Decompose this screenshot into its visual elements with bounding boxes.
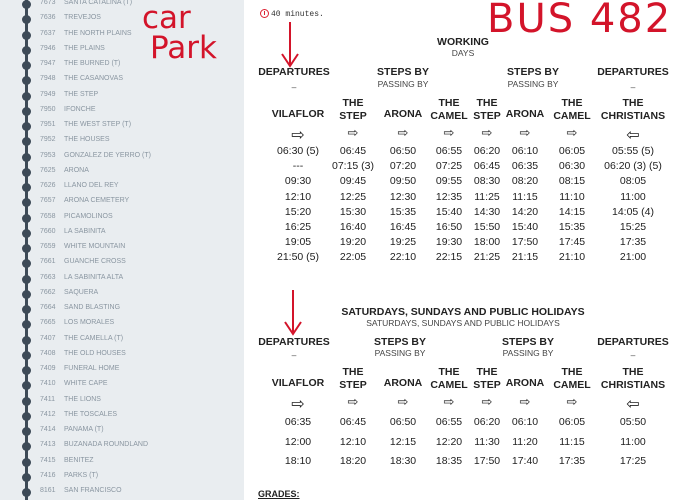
route-stop[interactable] xyxy=(0,210,244,225)
departure-time-cell: 06:35 xyxy=(511,160,539,173)
stop-code: 7416 xyxy=(40,471,56,479)
stop-code: 7948 xyxy=(40,75,56,83)
departure-time-cell: 12:25 xyxy=(339,190,367,203)
stop-name: THE LIONS xyxy=(64,395,101,403)
stop-name: LOS MORALES xyxy=(64,319,115,327)
passing-by-label: PASSING BY xyxy=(507,79,559,89)
stop-column-header: THE xyxy=(438,97,460,109)
departure-time-cell: 15:40 xyxy=(511,221,539,233)
departure-time-cell: 15:30 xyxy=(339,205,367,218)
departure-time-cell: 14:20 xyxy=(511,205,539,218)
stop-dot-icon xyxy=(22,244,31,253)
departure-time-cell: 12:10 xyxy=(339,435,367,448)
departure-time-cell: 06:55 xyxy=(435,145,463,157)
departure-time-cell: 09:50 xyxy=(389,175,417,188)
arrow-right-icon: ⇨ xyxy=(347,394,359,409)
arrow-right-icon: ⇨ xyxy=(443,125,455,140)
passing-by-label: PASSING BY xyxy=(377,79,429,89)
departure-time-cell: 11:15 xyxy=(512,190,538,203)
stop-code: 7415 xyxy=(40,456,56,464)
stop-column-header: VILAFLOR xyxy=(271,108,325,120)
route-stop[interactable] xyxy=(0,225,244,240)
departure-time-cell: 18:35 xyxy=(435,455,463,467)
section-title: WORKING xyxy=(437,36,489,48)
departure-time-cell: 09:30 xyxy=(284,175,312,188)
stop-dot-icon xyxy=(22,61,31,70)
departure-time-cell: 19:20 xyxy=(339,236,367,249)
stop-code: 7411 xyxy=(40,395,56,403)
departure-time-cell: 22:10 xyxy=(389,251,417,264)
stop-name: THE PLAINS xyxy=(64,44,105,52)
departure-time-cell: 18:10 xyxy=(284,455,312,467)
stop-column-header: ARONA xyxy=(505,377,545,389)
stop-dot-icon xyxy=(22,183,31,192)
stop-dot-icon xyxy=(22,92,31,101)
departure-time-cell: 09:45 xyxy=(339,175,367,188)
stop-dot-icon xyxy=(22,275,31,284)
stop-name: SAQUERA xyxy=(64,288,99,296)
stop-dot-icon xyxy=(22,305,31,314)
departure-time-cell: 05:50 xyxy=(619,416,647,428)
departure-time-cell: 17:35 xyxy=(619,236,647,249)
stop-dot-icon xyxy=(22,15,31,24)
route-stop[interactable] xyxy=(0,301,244,316)
departure-time-cell: 07:25 xyxy=(435,160,463,173)
stop-name: SANTA CATALINA (T) xyxy=(64,0,133,6)
stop-name: PANAMA (T) xyxy=(64,426,104,433)
departure-time-cell: 11:10 xyxy=(559,190,585,203)
departures-heading: DEPARTURES xyxy=(258,336,330,348)
stop-dot-icon xyxy=(22,473,31,482)
stop-code: 7950 xyxy=(40,105,56,113)
departure-time-cell: 19:30 xyxy=(435,236,463,249)
departure-time-cell: 16:25 xyxy=(284,221,312,233)
departure-time-cell: 08:30 xyxy=(473,175,501,188)
section-subtitle: DAYS xyxy=(451,48,475,58)
departure-time-cell: 12:20 xyxy=(435,435,463,448)
route-stop[interactable] xyxy=(0,408,244,423)
stop-column-header: CAMEL xyxy=(553,379,591,391)
arrow-right-icon: ⇨ xyxy=(481,394,493,409)
departure-time-cell: 22:05 xyxy=(339,251,367,264)
steps-by-heading: STEPS BY xyxy=(374,336,426,348)
arrow-right-icon: ⇨ xyxy=(566,394,578,409)
stop-column-header: STEP xyxy=(473,110,501,122)
stop-code: 7626 xyxy=(40,182,56,189)
stop-name: TREVEJOS xyxy=(64,14,101,22)
steps-by-heading: STEPS BY xyxy=(507,66,559,78)
departure-time-cell: 07:15 (3) xyxy=(331,160,375,173)
route-stop[interactable] xyxy=(0,88,244,103)
dash-text: – xyxy=(630,82,636,92)
departure-time-cell: 21:10 xyxy=(558,251,586,264)
stop-dot-icon xyxy=(22,366,31,375)
stop-name: SAN FRANCISCO xyxy=(64,487,122,494)
stop-code: 7658 xyxy=(40,212,56,220)
dash-text: – xyxy=(291,350,297,360)
stop-column-header: THE xyxy=(438,366,460,378)
stop-name: ARONA CEMETERY xyxy=(64,197,130,205)
stop-name: THE OLD HOUSES xyxy=(64,349,126,357)
handwritten-park-note: Park xyxy=(150,30,217,66)
stop-code: 7409 xyxy=(40,365,56,372)
stop-column-header: STEP xyxy=(339,379,367,391)
departure-time-cell: 15:35 xyxy=(558,221,586,233)
stop-dot-icon xyxy=(22,442,31,451)
stop-code: 7414 xyxy=(40,426,56,433)
stop-column-header: THE xyxy=(342,366,364,378)
stop-name: THE NORTH PLAINS xyxy=(64,29,132,37)
stop-column-header: THE xyxy=(622,97,644,109)
stop-name: IFONCHE xyxy=(64,105,96,113)
route-stop[interactable] xyxy=(0,164,244,179)
departure-time-cell: 06:05 xyxy=(558,416,586,428)
departure-time-cell: 21:50 (5) xyxy=(276,251,320,264)
route-stop[interactable] xyxy=(0,271,244,286)
stop-name: WHITE MOUNTAIN xyxy=(64,243,126,250)
stop-dot-icon xyxy=(22,488,31,497)
stop-code: 7949 xyxy=(40,90,56,98)
stop-column-header: CAMEL xyxy=(430,110,468,122)
departure-time-cell: 21:15 xyxy=(511,251,539,264)
stop-dot-icon xyxy=(22,0,31,9)
stop-dot-icon xyxy=(22,229,31,238)
departure-time-cell: 06:35 xyxy=(284,416,312,428)
stop-code: 7657 xyxy=(40,197,56,205)
passing-by-label: PASSING BY xyxy=(374,348,426,358)
stop-code: 7412 xyxy=(40,410,56,418)
section-subtitle: SATURDAYS, SUNDAYS AND PUBLIC HOLIDAYS xyxy=(366,318,560,328)
departure-time-cell: 14:05 (4) xyxy=(611,205,655,218)
stop-code: 7413 xyxy=(40,441,56,449)
stop-column-header: THE xyxy=(476,366,498,378)
route-stop[interactable] xyxy=(0,362,244,377)
stop-name: THE HOUSES xyxy=(64,136,110,144)
stop-name: THE STEP xyxy=(64,90,99,98)
route-stop[interactable] xyxy=(0,0,244,11)
departure-time-cell: 11:00 xyxy=(620,435,646,448)
route-stop[interactable] xyxy=(0,133,244,148)
departure-time-cell: 18:00 xyxy=(473,236,501,249)
departure-time-cell: 08:20 xyxy=(511,175,539,188)
departure-time-cell: 06:30 xyxy=(558,160,586,173)
handwritten-car-note: car xyxy=(142,0,191,36)
departure-time-cell: 15:20 xyxy=(284,205,312,218)
passing-by-label: PASSING BY xyxy=(502,348,554,358)
departures-heading: DEPARTURES xyxy=(258,66,330,78)
stop-dot-icon xyxy=(22,76,31,85)
stop-code: 7952 xyxy=(40,136,56,144)
route-stop[interactable] xyxy=(0,11,244,26)
stop-column-header: ARONA xyxy=(383,108,423,120)
route-stop[interactable] xyxy=(0,423,244,438)
dash-text: – xyxy=(630,350,636,360)
stop-dot-icon xyxy=(22,31,31,40)
departure-time-cell: 08:05 xyxy=(619,175,647,188)
departure-time-cell: 06:50 xyxy=(389,145,417,157)
departure-time-cell: 06:45 xyxy=(473,160,501,173)
departure-time-cell: 14:30 xyxy=(473,205,501,218)
route-stop[interactable] xyxy=(0,469,244,484)
stop-dot-icon xyxy=(22,168,31,177)
departure-time-cell: 17:25 xyxy=(619,455,647,467)
arrow-right-icon: ⇨ xyxy=(481,125,493,140)
stop-dot-icon xyxy=(22,336,31,345)
stop-code: 7625 xyxy=(40,166,56,174)
stop-code: 7637 xyxy=(40,29,56,37)
departure-time-cell: 07:20 xyxy=(389,160,417,173)
departure-time-cell: 18:30 xyxy=(389,455,417,467)
departure-time-cell: 12:10 xyxy=(284,190,312,203)
stop-code: 8161 xyxy=(40,487,56,494)
arrow-right-icon: ⇨ xyxy=(291,396,305,413)
stop-name: PARKS (T) xyxy=(64,471,99,479)
departure-time-cell: 11:15 xyxy=(559,435,585,448)
departure-time-cell: 09:55 xyxy=(435,175,463,188)
stop-code: 7665 xyxy=(40,319,56,327)
arrow-right-icon: ⇨ xyxy=(397,394,409,409)
departure-time-cell: 06:10 xyxy=(511,416,539,428)
route-stop[interactable] xyxy=(0,393,244,408)
stop-name: SAND BLASTING xyxy=(64,304,121,311)
stop-dot-icon xyxy=(22,46,31,55)
stop-name: GONZALEZ DE YERRO (T) xyxy=(64,151,151,159)
stop-dot-icon xyxy=(22,214,31,223)
stop-column-header: ARONA xyxy=(505,108,545,120)
stop-name: THE CASANOVAS xyxy=(64,75,123,83)
stop-code: 7663 xyxy=(40,273,56,281)
arrow-right-icon: ⇨ xyxy=(291,127,305,144)
departure-time-cell: 06:45 xyxy=(339,145,367,157)
departure-time-cell: 06:55 xyxy=(435,416,463,428)
steps-by-heading: STEPS BY xyxy=(377,66,429,78)
departure-time-cell: 06:05 xyxy=(558,145,586,157)
departure-time-cell: 06:20 xyxy=(473,145,501,157)
stop-name: PICAMOLINOS xyxy=(64,212,113,220)
departure-time-cell: 17:50 xyxy=(511,236,539,249)
stop-name: FUNERAL HOME xyxy=(64,365,120,372)
timetable xyxy=(250,0,700,500)
route-stop[interactable] xyxy=(0,72,244,87)
stop-column-header: CAMEL xyxy=(553,110,591,122)
stop-dot-icon xyxy=(22,107,31,116)
stop-name: THE BURNED (T) xyxy=(64,60,121,67)
stop-dot-icon xyxy=(22,351,31,360)
dash-text: – xyxy=(291,82,297,92)
departure-time-cell: 19:25 xyxy=(389,236,417,249)
departure-time-cell: 21:00 xyxy=(619,251,647,264)
arrow-right-icon: ⇨ xyxy=(566,125,578,140)
route-stop-list xyxy=(0,0,244,500)
stop-code: 7636 xyxy=(40,14,56,22)
departure-time-cell: 06:50 xyxy=(389,416,417,428)
departure-time-cell: 11:30 xyxy=(474,435,500,448)
departure-time-cell: 16:50 xyxy=(435,221,463,233)
departures-heading: DEPARTURES xyxy=(597,336,669,348)
departure-time-cell: 15:40 xyxy=(435,205,463,218)
route-stop[interactable] xyxy=(0,332,244,347)
route-stop[interactable] xyxy=(0,316,244,331)
stop-column-header: THE xyxy=(561,97,583,109)
stop-dot-icon xyxy=(22,122,31,131)
route-stop[interactable] xyxy=(0,194,244,209)
stop-dot-icon xyxy=(22,458,31,467)
route-stop[interactable] xyxy=(0,149,244,164)
departure-time-cell: 18:20 xyxy=(339,455,367,467)
departure-time-cell: 12:00 xyxy=(284,435,312,448)
stop-code: 7953 xyxy=(40,151,56,159)
departure-time-cell: 22:15 xyxy=(435,251,463,264)
stop-column-header: THE xyxy=(622,366,644,378)
stop-code: 7946 xyxy=(40,44,56,52)
stop-dot-icon xyxy=(22,412,31,421)
departure-time-cell: 12:35 xyxy=(435,190,463,203)
stop-code: 7673 xyxy=(40,0,56,6)
route-stop[interactable] xyxy=(0,118,244,133)
departure-time-cell: 14:15 xyxy=(558,205,586,218)
departure-time-cell: 17:50 xyxy=(473,455,501,467)
stop-dot-icon xyxy=(22,397,31,406)
stop-name: GUANCHE CROSS xyxy=(64,258,126,266)
stop-dot-icon xyxy=(22,381,31,390)
stop-dot-icon xyxy=(22,320,31,329)
departure-time-cell: 16:45 xyxy=(389,221,417,233)
departure-time-cell: 16:40 xyxy=(339,221,367,233)
stop-code: 7410 xyxy=(40,380,56,388)
handwritten-bus-number: BUS 482 xyxy=(487,0,673,42)
route-stop[interactable] xyxy=(0,454,244,469)
stop-column-header: VILAFLOR xyxy=(271,377,325,389)
stop-name: WHITE CAPE xyxy=(64,380,108,388)
stop-name: THE CAMELLA (T) xyxy=(64,334,124,342)
stop-name: LLANO DEL REY xyxy=(64,182,119,189)
stop-code: 7661 xyxy=(40,258,56,266)
route-stop[interactable] xyxy=(0,103,244,118)
stop-column-header: CAMEL xyxy=(430,379,468,391)
stop-code: 7659 xyxy=(40,243,56,250)
stop-code: 7947 xyxy=(40,60,56,67)
grades-heading: GRADES: xyxy=(258,489,300,499)
arrow-left-icon: ⇦ xyxy=(626,396,640,413)
stop-column-header: THE xyxy=(342,97,364,109)
departure-time-cell: 06:30 (5) xyxy=(276,145,320,157)
stop-column-header: ARONA xyxy=(383,377,423,389)
stop-code: 7662 xyxy=(40,288,56,296)
route-stop[interactable] xyxy=(0,347,244,362)
departure-time-cell: 15:35 xyxy=(389,205,417,218)
stop-column-header: CHRISTIANS xyxy=(600,379,666,391)
stop-code: 7664 xyxy=(40,304,56,311)
frequency-note: 40 minutes. xyxy=(271,10,324,19)
stop-name: LA SABINITA xyxy=(64,227,106,235)
stop-name: ARONA xyxy=(64,166,89,174)
stop-dot-icon xyxy=(22,427,31,436)
arrow-right-icon: ⇨ xyxy=(397,125,409,140)
route-stop[interactable] xyxy=(0,286,244,301)
arrow-right-icon: ⇨ xyxy=(519,394,531,409)
departure-time-cell: 06:45 xyxy=(339,416,367,428)
stop-dot-icon xyxy=(22,153,31,162)
departure-time-cell: 17:35 xyxy=(558,455,586,467)
stop-name: THE TOSCALES xyxy=(64,410,118,418)
stop-dot-icon xyxy=(22,198,31,207)
arrow-right-icon: ⇨ xyxy=(519,125,531,140)
steps-by-heading: STEPS BY xyxy=(502,336,554,348)
departure-time-cell: --- xyxy=(292,160,304,173)
arrow-right-icon: ⇨ xyxy=(347,125,359,140)
stop-column-header: STEP xyxy=(473,379,501,391)
departure-time-cell: 08:15 xyxy=(558,175,586,188)
stop-column-header: THE xyxy=(561,366,583,378)
route-stop[interactable] xyxy=(0,484,244,499)
stop-name: BENITEZ xyxy=(64,456,94,464)
arrow-left-icon: ⇦ xyxy=(626,127,640,144)
stop-dot-icon xyxy=(22,137,31,146)
departure-time-cell: 21:25 xyxy=(473,251,501,264)
departure-time-cell: 06:20 (3) (5) xyxy=(604,160,662,173)
route-stop[interactable] xyxy=(0,377,244,392)
departures-heading: DEPARTURES xyxy=(597,66,669,78)
departure-time-cell: 19:05 xyxy=(284,236,312,249)
section-title: SATURDAYS, SUNDAYS AND PUBLIC HOLIDAYS xyxy=(341,306,585,318)
departure-time-cell: 11:00 xyxy=(620,190,646,203)
departure-time-cell: 06:20 xyxy=(473,416,501,428)
departure-time-cell: 11:25 xyxy=(474,190,500,203)
stop-code: 7660 xyxy=(40,227,56,235)
stop-column-header: THE xyxy=(476,97,498,109)
departure-time-cell: 05:55 (5) xyxy=(611,145,655,157)
stop-name: BUZANADA ROUNDLAND xyxy=(64,441,149,449)
stop-code: 7951 xyxy=(40,121,56,128)
departure-time-cell: 06:10 xyxy=(511,145,539,157)
stop-code: 7408 xyxy=(40,349,56,357)
departure-time-cell: 11:20 xyxy=(512,435,538,448)
stop-code: 7407 xyxy=(40,334,56,342)
route-stop[interactable] xyxy=(0,255,244,270)
arrow-right-icon: ⇨ xyxy=(443,394,455,409)
route-stop[interactable] xyxy=(0,240,244,255)
departure-time-cell: 17:40 xyxy=(511,455,539,467)
departure-time-cell: 17:45 xyxy=(558,236,586,249)
departure-time-cell: 12:30 xyxy=(389,190,417,203)
route-stop[interactable] xyxy=(0,179,244,194)
stop-column-header: STEP xyxy=(339,110,367,122)
stop-name: THE WEST STEP (T) xyxy=(64,121,132,128)
stop-column-header: CHRISTIANS xyxy=(600,110,666,122)
departure-time-cell: 15:25 xyxy=(619,221,647,233)
stop-dot-icon xyxy=(22,290,31,299)
departure-time-cell: 12:15 xyxy=(389,435,417,448)
route-stop[interactable] xyxy=(0,438,244,453)
departure-time-cell: 15:50 xyxy=(473,221,501,233)
stop-name: LA SABINITA ALTA xyxy=(64,273,124,281)
stop-dot-icon xyxy=(22,259,31,268)
